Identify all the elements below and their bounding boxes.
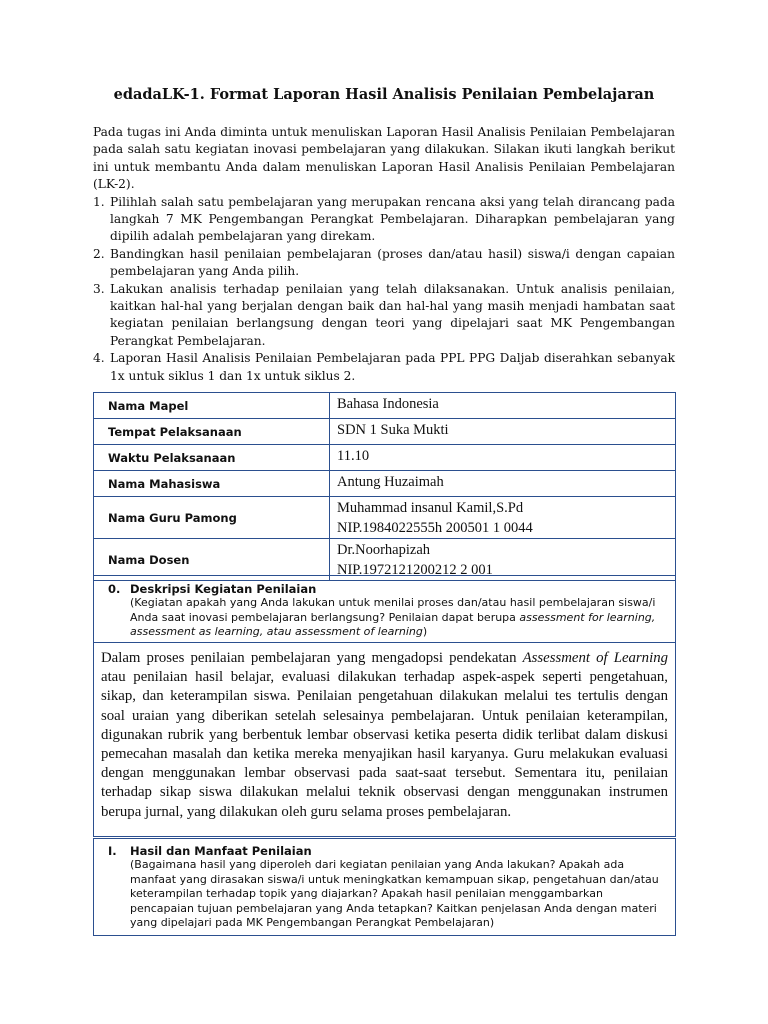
section-1-number: I. bbox=[108, 844, 117, 858]
dosen-label: Nama Dosen bbox=[94, 539, 330, 581]
pamong-value bbox=[330, 497, 676, 539]
section-0-number: 0. bbox=[108, 582, 121, 596]
step-text: Bandingkan hasil penilaian pembelajaran (proses dan/atau hasil) siswa/i dengan capaian pembelajaran yang Anda pilih. bbox=[110, 246, 675, 279]
list-item bbox=[93, 281, 675, 351]
waktu-label: Waktu Pelaksanaan bbox=[94, 445, 330, 471]
table-row bbox=[94, 419, 676, 445]
dosen-name: Dr.Noorhapizah bbox=[337, 542, 431, 558]
pamong-label: Nama Guru Pamong bbox=[94, 497, 330, 539]
mapel-value: Bahasa Indonesia bbox=[330, 393, 676, 419]
identity-table bbox=[93, 392, 676, 581]
list-item bbox=[93, 194, 675, 246]
step-number: 2. bbox=[93, 246, 105, 261]
table-row bbox=[94, 445, 676, 471]
section-0-answer: Dalam proses penilaian pembelajaran yang mengadopsi pendekatan Assessment of Learning atau penilaian hasil belajar, evaluasi dilakukan terhadap aspek-aspek seperti pengetahuan, sikap, dan keterampilan siswa. Penilaian pengetahuan dilakukan melalui tes tertulis dengan soal uraian yang diberikan setelah selesainya pembelajaran. Untuk penilaian keterampilan, digunakan rubrik yang berbentuk lembar observasi ketika peserta didik terlibat dalam diskusi pemecahan masalah dan ketika mereka menyajikan hasil karyanya. Guru melakukan evaluasi dengan menggunakan lembar observasi pada saat-saat tersebut. Sementara itu, penilaian terhadap sikap siswa dilakukan melalui teknik observasi dengan menggunakan instrumen berupa jurnal, yang dilakukan oleh guru selama proses pembelajaran. bbox=[101, 650, 668, 820]
steps-list bbox=[93, 194, 675, 385]
table-row bbox=[94, 393, 676, 419]
section-1-description: (Bagaimana hasil yang diperoleh dari kegiatan penilaian yang Anda lakukan? Apakah ada manfaat yang dirasakan siswa/i untuk meningkatkan kemampuan sikap, pengetahuan dan/atau keterampilan terhadap topik yang diajarkan? Apakah hasil penilaian menggambarkan pencapaian tujuan pembelajaran yang Anda tetapkan? Kaitkan penjelasan Anda dengan materi yang dipelajari pada MK Pengembangan Perangkat Pembelajaran) bbox=[130, 858, 659, 929]
section-1-header bbox=[94, 839, 675, 931]
tempat-label: Tempat Pelaksanaan bbox=[94, 419, 330, 445]
mahasiswa-value: Antung Huzaimah bbox=[330, 471, 676, 497]
step-number: 1. bbox=[93, 194, 105, 209]
section-0-header bbox=[94, 576, 675, 642]
step-text: Pilihlah salah satu pembelajaran yang merupakan rencana aksi yang telah dirancang pada langkah 7 MK Pengembangan Perangkat Pembelajaran. Diharapkan pembelajaran yang dipilih adalah pembelajaran yang direkam. bbox=[110, 194, 675, 244]
mahasiswa-label: Nama Mahasiswa bbox=[94, 471, 330, 497]
dosen-nip: NIP.1972121200212 2 001 bbox=[337, 562, 493, 578]
list-item bbox=[93, 350, 675, 385]
section-0-title: Deskripsi Kegiatan Penilaian bbox=[130, 582, 317, 596]
section-0-description: (Kegiatan apakah yang Anda lakukan untuk menilai proses dan/atau hasil pembelajaran siswa/i Anda saat inovasi pembelajaran berlangsung? Penilaian dapat berupa assessment for learning, assessment as learning, atau assessment of learning) bbox=[130, 596, 656, 638]
step-text: Lakukan analisis terhadap penilaian yang telah dilaksanakan. Untuk analisis penilaian, kaitkan hal-hal yang berjalan dengan baik dan hal-hal yang masih menjadi hambatan saat kegiatan penilaian berlangsung dengan teori yang dipelajari saat MK Pengembangan Perangkat Pembelajaran. bbox=[110, 281, 675, 348]
step-number: 3. bbox=[93, 281, 105, 296]
waktu-value: 11.10 bbox=[330, 445, 676, 471]
document-title: edadaLK-1. Format Laporan Hasil Analisis Penilaian Pembelajaran bbox=[113, 86, 655, 103]
step-text: Laporan Hasil Analisis Penilaian Pembelajaran pada PPL PPG Daljab diserahkan sebanyak 1x untuk siklus 1 dan 1x untuk siklus 2. bbox=[110, 351, 675, 383]
step-number: 4. bbox=[93, 351, 105, 366]
section-0-box bbox=[93, 575, 676, 837]
pamong-name: Muhammad insanul Kamil,S.Pd bbox=[337, 500, 524, 516]
table-row bbox=[94, 471, 676, 497]
pamong-nip: NIP.1984022555h 200501 1 0044 bbox=[337, 520, 533, 536]
section-1-box bbox=[93, 838, 676, 936]
mapel-label: Nama Mapel bbox=[94, 393, 330, 419]
table-row bbox=[94, 497, 676, 539]
intro-section bbox=[93, 124, 675, 385]
section-1-title: Hasil dan Manfaat Penilaian bbox=[130, 844, 312, 858]
list-item bbox=[93, 246, 675, 281]
intro-paragraph: Pada tugas ini Anda diminta untuk menuliskan Laporan Hasil Analisis Penilaian Pembelajaran pada salah satu kegiatan inovasi pembelajaran yang dilakukan. Silakan ikuti langkah berikut ini untuk membantu Anda dalam menuliskan Laporan Hasil Analisis Penilaian Pembelajaran (LK-2). bbox=[93, 125, 675, 192]
tempat-value: SDN 1 Suka Mukti bbox=[330, 419, 676, 445]
